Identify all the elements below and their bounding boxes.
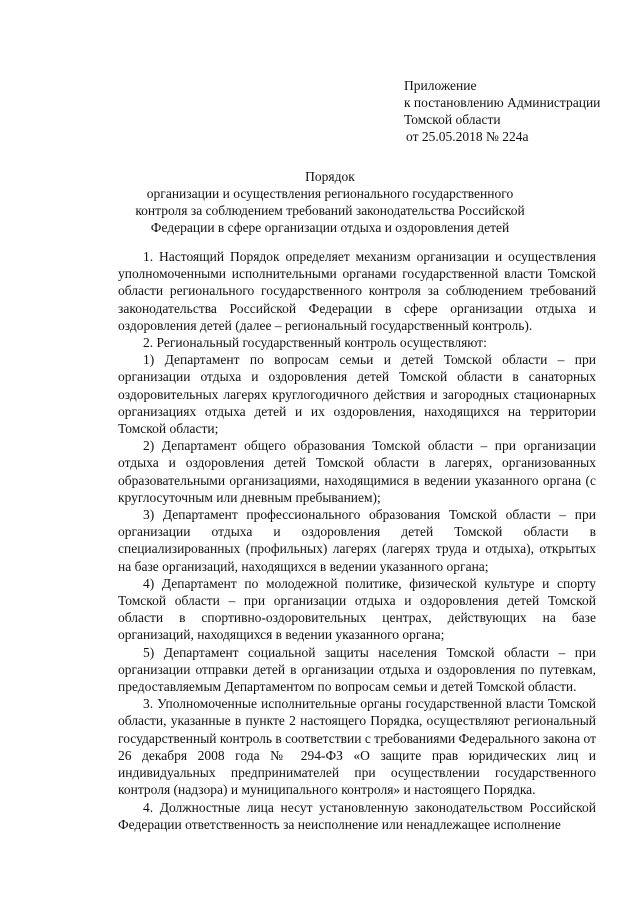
appendix-header bbox=[404, 77, 634, 145]
paragraph-2-3: 3) Департамент профессионального образования Томской области – при организации отдыха и оздоровления детей Томской области в специализированных (профильных) лагерях (лагерях труда и отдыха), открытых на базе организаций, находящихся в ведении указанного органа; bbox=[118, 507, 596, 574]
document-body bbox=[118, 248, 596, 833]
title-line-4: Федерации в сфере организации отдыха и оздоровления детей bbox=[150, 220, 510, 235]
paragraph-4: 4. Должностные лица несут установленную законодательством Российской Федерации ответственность за неисполнение или ненадлежащее исполнение bbox=[118, 799, 596, 832]
document-title bbox=[100, 168, 560, 236]
appendix-line-2: к постановлению Администрации bbox=[404, 95, 601, 110]
paragraph-2-1: 1) Департамент по вопросам семьи и детей Томской области – при организации отдыха и оздоровления детей Томской области в санаторных оздоровительных лагерях круглогодичного действия и загородных стационарных организациях отдыха детей и их оздоровления, находящихся на территории Томской области; bbox=[118, 352, 596, 437]
paragraph-2: 2. Региональный государственный контроль осуществляют: bbox=[143, 335, 487, 351]
appendix-line-4: от 25.05.2018 № 224а bbox=[406, 129, 529, 144]
paragraph-2-4: 4) Департамент по молодежной политике, физической культуре и спорту Томской области – при организации отдыха и оздоровления детей Томской области в спортивно-оздоровительных центрах, действующих на базе организаций, находящихся в ведении указанного органа; bbox=[118, 575, 596, 643]
paragraph-2-5: 5) Департамент социальной защиты населения Томской области – при организации отправки детей в организации отдыха и оздоровления по путевкам, предоставляемым Департаментом по вопросам семьи и детей Томской области. bbox=[118, 644, 596, 695]
title-line-2: организации и осуществления регионального государственного bbox=[146, 186, 514, 201]
title-line-3: контроля за соблюдением требований законодательства Российской bbox=[135, 203, 525, 218]
paragraph-2-2: 2) Департамент общего образования Томской области – при организации отдыха и оздоровления детей Томской области в лагерях, организованных образовательными организациями, находящимися в ведении указанного органа (с круглосуточным или дневным пребыванием); bbox=[118, 438, 596, 505]
paragraph-3: 3. Уполномоченные исполнительные органы государственной власти Томской области, указанные в пункте 2 настоящего Порядка, осуществляют региональный государственный контроль в соответствии с требованиями Федерального закона от 26 декабря 2008 года № 294-ФЗ «О защите прав юридических лиц и индивидуальных предпринимателей при осуществлении государственного контроля (надзора) и муниципального контроля» и настоящего Порядка. bbox=[118, 696, 597, 798]
appendix-line-3: Томской области bbox=[404, 112, 501, 127]
appendix-line-1: Приложение bbox=[404, 78, 477, 93]
paragraph-1: 1. Настоящий Порядок определяет механизм организации и осуществления уполномоченными исполнительными органами государственной власти Томской области регионального государственного контроля за соблюдением требований законодательства Российской Федерации в сфере организации отдыха и оздоровления детей (далее – региональный государственный контроль). bbox=[118, 249, 596, 333]
title-line-1: Порядок bbox=[305, 169, 355, 184]
